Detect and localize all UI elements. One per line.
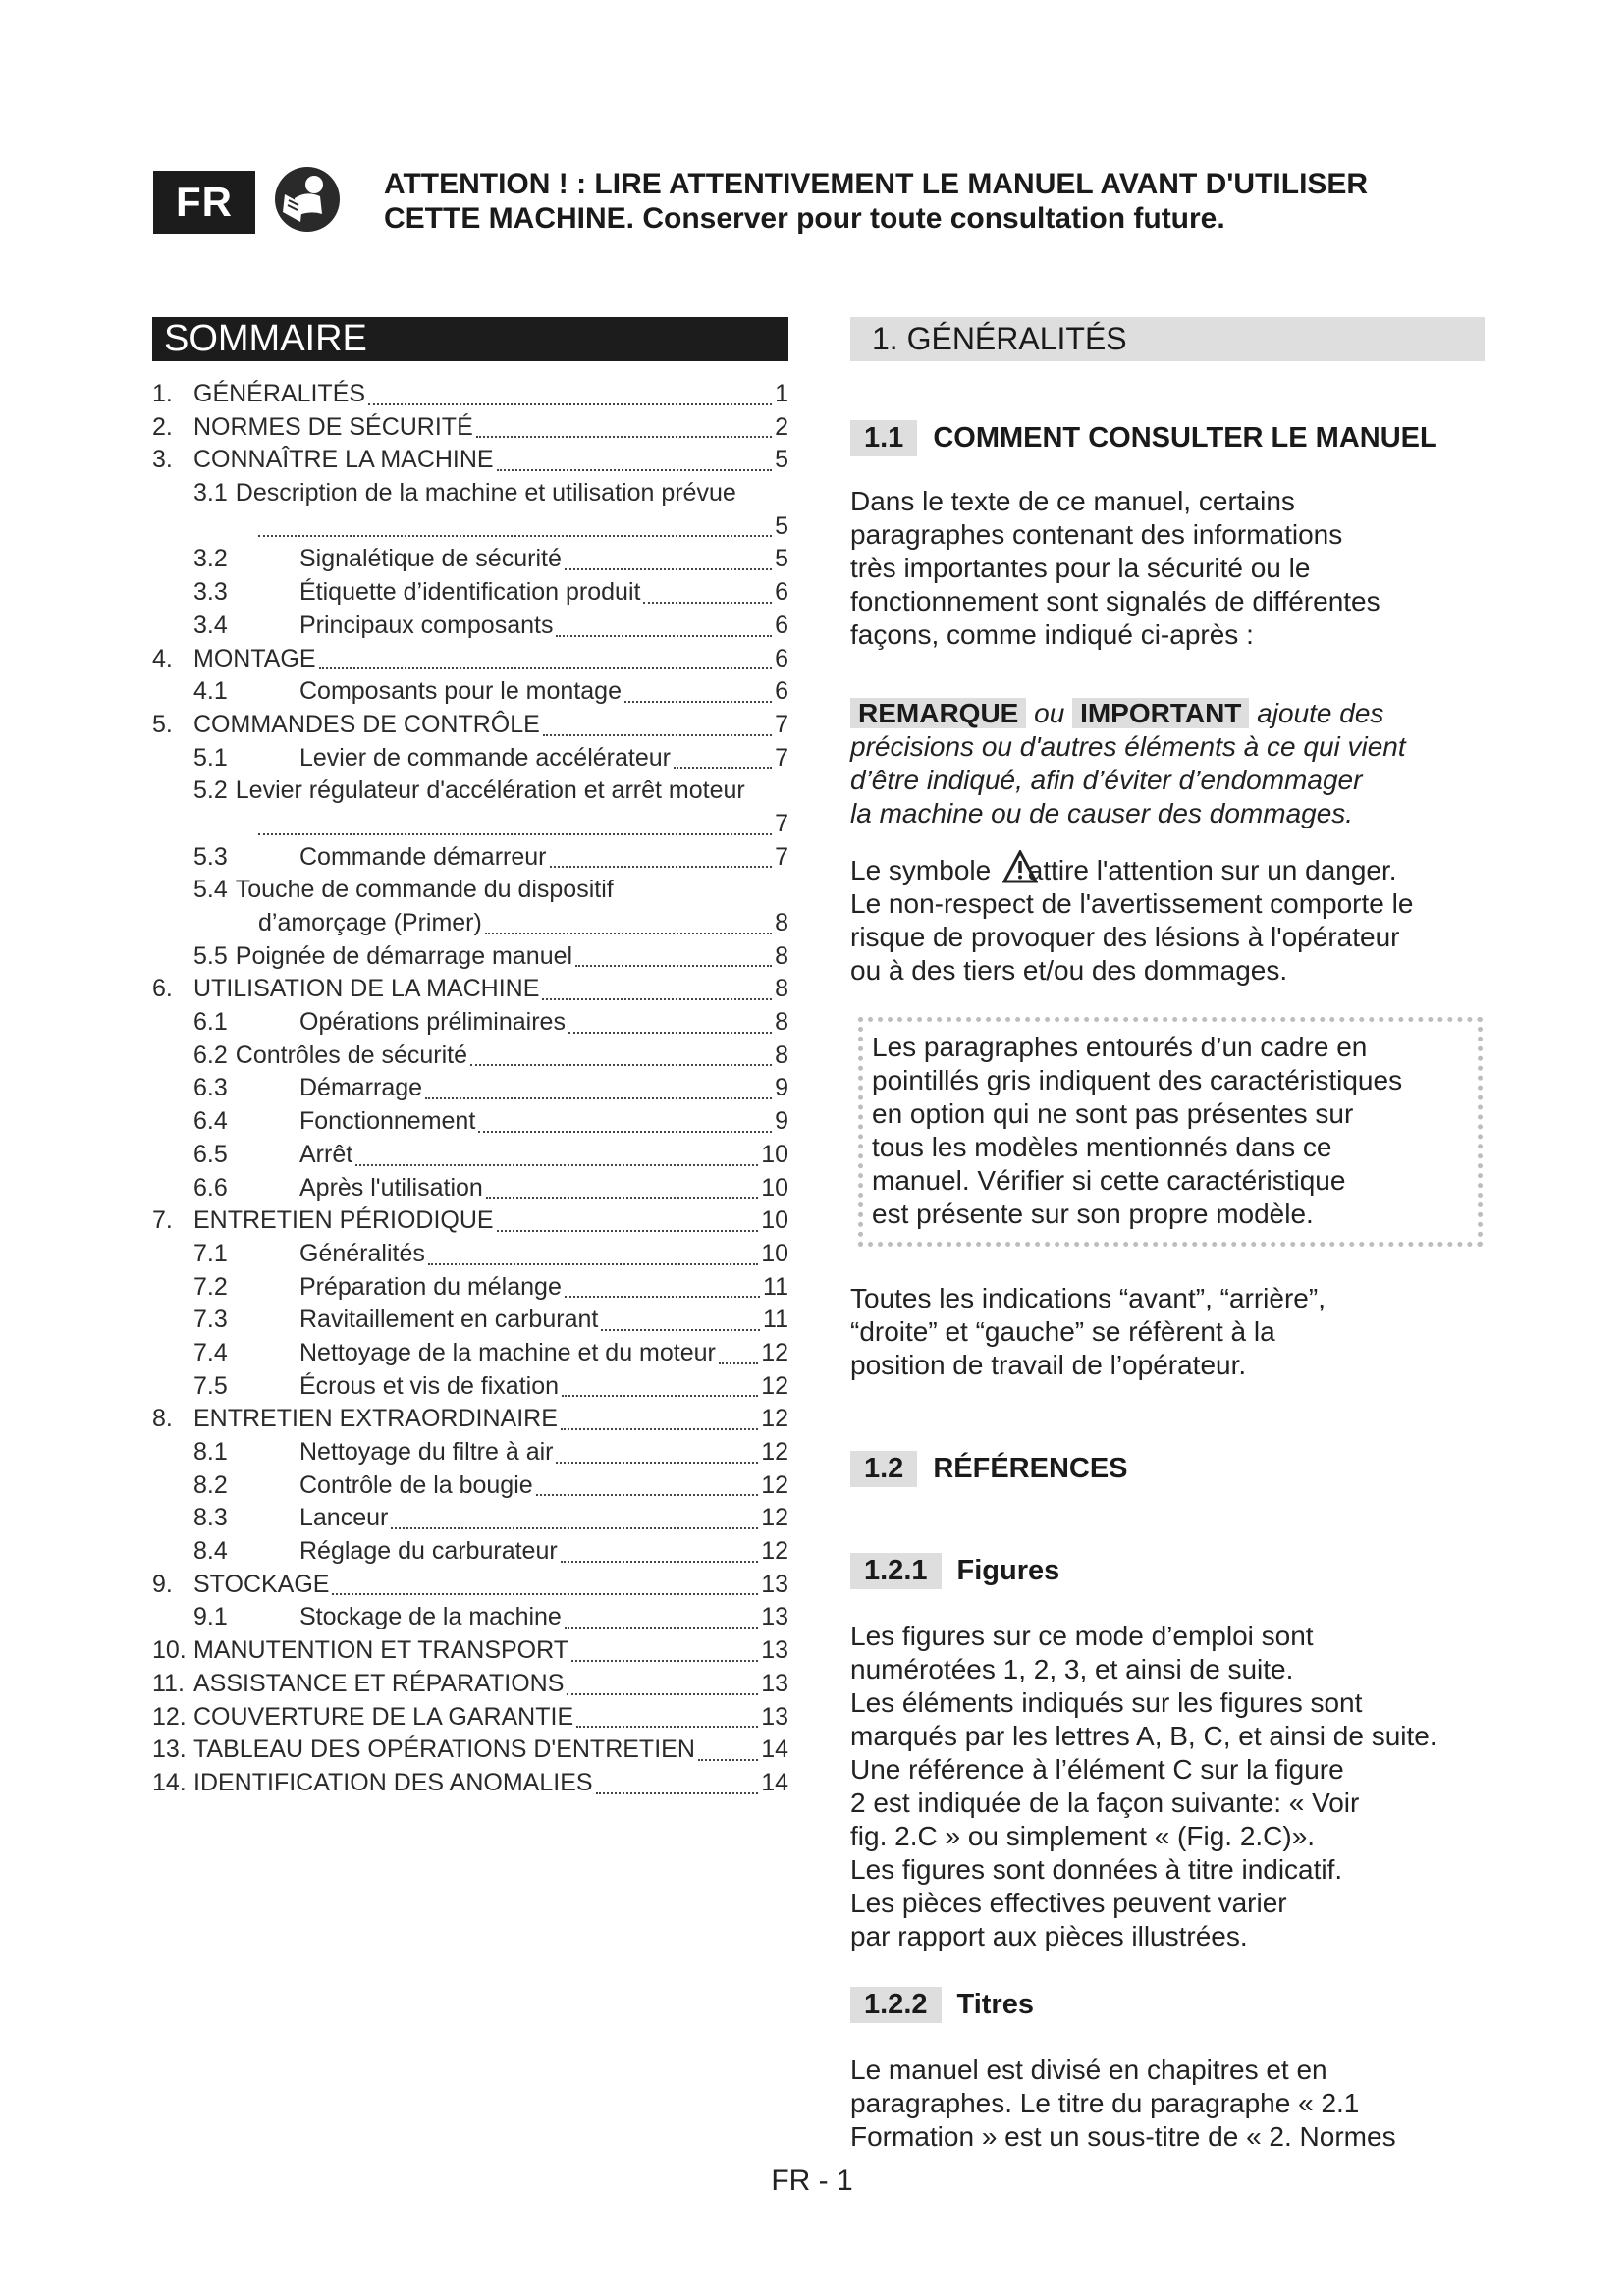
toc-entry-title: CONNAÎTRE LA MACHINE bbox=[193, 446, 494, 474]
toc-entry-page: 13 bbox=[761, 1702, 788, 1731]
toc-entry[interactable] bbox=[152, 413, 788, 447]
toc-entry[interactable] bbox=[152, 1438, 788, 1471]
toc-entry-page: 7 bbox=[775, 743, 788, 772]
toc-entry-title: Contrôles de sécurité bbox=[235, 1041, 467, 1069]
attention-notice bbox=[384, 167, 1513, 236]
table-of-contents bbox=[152, 380, 788, 1802]
toc-entry-title: Nettoyage de la machine et du moteur bbox=[299, 1338, 716, 1366]
toc-entry-page: 13 bbox=[761, 1570, 788, 1598]
toc-entry-page: 11 bbox=[763, 1272, 788, 1301]
toc-entry[interactable] bbox=[152, 1670, 788, 1703]
toc-entry-title: Stockage de la machine bbox=[299, 1603, 562, 1631]
paragraph-remarque bbox=[850, 697, 1489, 830]
paragraph-orientation bbox=[850, 1282, 1489, 1382]
toc-entry-title: Composants pour le montage bbox=[299, 677, 622, 706]
toc-entry-number: 6. bbox=[152, 975, 173, 1003]
toc-leader-dots bbox=[550, 866, 773, 868]
toc-entry-page: 10 bbox=[761, 1173, 788, 1201]
toc-leader-dots bbox=[428, 1263, 758, 1265]
toc-entry-title: Commande démarreur bbox=[299, 842, 547, 871]
toc-entry-title: Démarrage bbox=[299, 1074, 423, 1102]
text-line: attire l'attention sur un danger. bbox=[1027, 855, 1397, 885]
toc-entry-title: d’amorçage (Primer) bbox=[258, 909, 482, 936]
toc-leader-dots bbox=[561, 1561, 759, 1563]
toc-entry[interactable] bbox=[152, 1537, 788, 1571]
toc-entry-title: Signalétique de sécurité bbox=[299, 545, 562, 573]
toc-entry-number: 3.2 bbox=[193, 545, 228, 573]
toc-entry[interactable] bbox=[152, 1273, 788, 1307]
toc-leader-dots bbox=[478, 1131, 772, 1133]
toc-entry-page: 8 bbox=[775, 1008, 788, 1037]
text-line: “droite” et “gauche” se réfèrent à la bbox=[850, 1316, 1275, 1347]
section-number: 1.2.1 bbox=[850, 1553, 942, 1589]
text-line: 2 est indiquée de la façon suivante: « Voir bbox=[850, 1788, 1360, 1818]
toc-entry-number: 2. bbox=[152, 412, 173, 441]
toc-entry-title: Après l'utilisation bbox=[299, 1173, 483, 1201]
toc-entry-page: 11 bbox=[763, 1306, 788, 1334]
toc-entry[interactable] bbox=[152, 1174, 788, 1207]
section-number: 1.1 bbox=[850, 420, 917, 456]
toc-entry-page: 5 bbox=[775, 446, 788, 474]
toc-entry-title: STOCKAGE bbox=[193, 1570, 330, 1598]
toc-entry[interactable] bbox=[152, 1141, 788, 1174]
toc-entry-number: 5.2 bbox=[193, 776, 228, 805]
toc-entry[interactable] bbox=[152, 545, 788, 578]
toc-entry[interactable] bbox=[152, 1240, 788, 1273]
toc-entry-number: 6.6 bbox=[193, 1173, 228, 1201]
toc-entry-title: GÉNÉRALITÉS bbox=[193, 380, 366, 407]
toc-entry-page: 6 bbox=[775, 644, 788, 672]
toc-leader-dots bbox=[319, 667, 773, 669]
text-line: fonctionnement sont signalés de différentes bbox=[850, 586, 1380, 616]
toc-entry-page: 9 bbox=[775, 1074, 788, 1102]
toc-entry[interactable] bbox=[152, 578, 788, 612]
toc-entry[interactable] bbox=[152, 1504, 788, 1537]
toc-entry-number: 4. bbox=[152, 644, 173, 672]
toc-leader-dots bbox=[698, 1759, 758, 1761]
section-1-2-heading bbox=[850, 1451, 1128, 1487]
toc-leader-dots bbox=[596, 1792, 759, 1794]
toc-entry-title: Arrêt bbox=[299, 1140, 353, 1168]
toc-leader-dots bbox=[497, 469, 772, 471]
text-line: Les paragraphes entourés d’un cadre en bbox=[872, 1032, 1368, 1062]
toc-entry-number: 6.3 bbox=[193, 1074, 228, 1102]
toc-leader-dots bbox=[470, 1064, 772, 1066]
toc-entry[interactable] bbox=[152, 942, 788, 976]
toc-entry[interactable] bbox=[152, 1636, 788, 1670]
toc-entry-title: Préparation du mélange bbox=[299, 1272, 562, 1301]
toc-entry-page: 12 bbox=[761, 1405, 788, 1433]
text-line: Les pièces effectives peuvent varier bbox=[850, 1888, 1287, 1918]
text-line: Le manuel est divisé en chapitres et en bbox=[850, 2055, 1327, 2085]
toc-leader-dots bbox=[565, 568, 772, 570]
toc-entry-number: 3.1 bbox=[193, 479, 228, 507]
toc-entry-title: Opérations préliminaires bbox=[299, 1008, 566, 1037]
toc-entry[interactable] bbox=[152, 479, 788, 512]
toc-entry-title: COUVERTURE DE LA GARANTIE bbox=[193, 1702, 574, 1731]
text-line: marqués par les lettres A, B, C, et ainsi de suite. bbox=[850, 1721, 1437, 1751]
toc-entry-number: 9.1 bbox=[193, 1603, 228, 1631]
toc-entry-page: 8 bbox=[775, 941, 788, 970]
text-line: ou à des tiers et/ou des dommages. bbox=[850, 955, 1288, 986]
toc-leader-dots bbox=[643, 602, 772, 604]
toc-leader-dots bbox=[258, 535, 772, 537]
toc-leader-dots bbox=[543, 734, 772, 736]
toc-entry-page: 12 bbox=[761, 1470, 788, 1499]
toc-entry-title: Réglage du carburateur bbox=[299, 1537, 558, 1566]
paragraph-titles bbox=[850, 2054, 1489, 2154]
toc-leader-dots bbox=[542, 998, 772, 1000]
toc-leader-dots bbox=[674, 767, 772, 769]
toc-leader-dots bbox=[601, 1329, 760, 1331]
toc-entry-number: 7.1 bbox=[193, 1239, 228, 1267]
toc-entry[interactable] bbox=[152, 1405, 788, 1438]
text-line: Une référence à l’élément C sur la figure bbox=[850, 1754, 1344, 1785]
text-line: Formation » est un sous-titre de « 2. Normes bbox=[850, 2121, 1396, 2152]
toc-entry-page: 13 bbox=[761, 1603, 788, 1631]
text-line: en option qui ne sont pas présentes sur bbox=[872, 1098, 1354, 1129]
toc-entry-title: Généralités bbox=[299, 1239, 425, 1267]
toc-entry[interactable] bbox=[152, 612, 788, 645]
toc-entry[interactable] bbox=[152, 1074, 788, 1107]
text-line: Toutes les indications “avant”, “arrière”, bbox=[850, 1283, 1326, 1313]
toc-leader-dots bbox=[556, 1462, 758, 1464]
toc-entry-number: 7.4 bbox=[193, 1338, 228, 1366]
toc-entry-number: 6.2 bbox=[193, 1041, 228, 1069]
toc-entry[interactable] bbox=[152, 380, 788, 413]
toc-leader-dots bbox=[332, 1593, 758, 1595]
toc-entry-page: 13 bbox=[761, 1636, 788, 1665]
toc-entry-title: Contrôle de la bougie bbox=[299, 1470, 533, 1499]
text-line: Dans le texte de ce manuel, certains bbox=[850, 486, 1295, 516]
toc-entry-title: TABLEAU DES OPÉRATIONS D'ENTRETIEN bbox=[193, 1735, 695, 1764]
toc-entry-page: 12 bbox=[761, 1371, 788, 1400]
page-number: FR - 1 bbox=[771, 2164, 853, 2197]
section-number: 1.2 bbox=[850, 1451, 917, 1487]
toc-entry-page: 5 bbox=[775, 511, 788, 540]
section-number: 1.2.2 bbox=[850, 1987, 942, 2023]
toc-leader-dots bbox=[355, 1164, 758, 1166]
toc-entry-number: 5.3 bbox=[193, 842, 228, 871]
toc-leader-dots bbox=[368, 403, 772, 405]
toc-entry-page: 10 bbox=[761, 1239, 788, 1267]
toc-entry-number: 1. bbox=[152, 380, 173, 407]
toc-entry-number: 4.1 bbox=[193, 677, 228, 706]
toc-entry-title: Fonctionnement bbox=[299, 1107, 476, 1136]
text-line: risque de provoquer des lésions à l'opérateur bbox=[850, 922, 1400, 952]
toc-entry-number: 5.5 bbox=[193, 941, 228, 970]
toc-leader-dots bbox=[568, 1032, 772, 1034]
toc-entry-page: 9 bbox=[775, 1107, 788, 1136]
toc-entry-page: 7 bbox=[775, 842, 788, 871]
toc-entry[interactable] bbox=[152, 1703, 788, 1736]
toc-entry-page: 14 bbox=[761, 1735, 788, 1764]
section-1-2-1-heading bbox=[850, 1553, 1059, 1589]
section-1-1-heading bbox=[850, 420, 1437, 456]
toc-entry[interactable] bbox=[152, 909, 788, 942]
toc-leader-dots bbox=[476, 436, 772, 438]
toc-entry-number: 8.2 bbox=[193, 1470, 228, 1499]
text-line: tous les modèles mentionnés dans ce bbox=[872, 1132, 1332, 1162]
text-line: est présente sur son propre modèle. bbox=[872, 1199, 1314, 1229]
toc-entry-number: 10. bbox=[152, 1636, 187, 1665]
section-heading-text: Figures bbox=[956, 1555, 1060, 1586]
remarque-tag: REMARQUE bbox=[850, 698, 1026, 728]
toc-entry-number: 14. bbox=[152, 1768, 187, 1796]
section-heading-text: COMMENT CONSULTER LE MANUEL bbox=[933, 422, 1437, 454]
toc-entry-title: MONTAGE bbox=[193, 644, 316, 672]
toc-entry-page: 12 bbox=[761, 1504, 788, 1532]
toc-leader-dots bbox=[567, 1693, 758, 1695]
toc-entry[interactable] bbox=[152, 1206, 788, 1240]
toc-entry[interactable] bbox=[152, 1471, 788, 1505]
toc-entry[interactable] bbox=[152, 645, 788, 678]
toc-entry-number: 8.4 bbox=[193, 1537, 228, 1566]
toc-leader-dots bbox=[565, 1627, 758, 1629]
text-line: Le non-respect de l'avertissement comporte le bbox=[850, 888, 1414, 919]
toc-entry-title: Écrous et vis de fixation bbox=[299, 1371, 560, 1400]
toc-leader-dots bbox=[556, 635, 772, 637]
toc-entry[interactable] bbox=[152, 843, 788, 877]
section-1-title: 1. GÉNÉRALITÉS bbox=[850, 317, 1485, 361]
toc-entry[interactable] bbox=[152, 1769, 788, 1802]
toc-entry-title: Levier régulateur d'accélération et arrêt moteur bbox=[235, 776, 745, 805]
toc-leader-dots bbox=[536, 1494, 759, 1496]
text-line: fig. 2.C » ou simplement « (Fig. 2.C)». bbox=[850, 1821, 1316, 1851]
toc-entry-page: 7 bbox=[775, 710, 788, 738]
toc-entry[interactable] bbox=[152, 1107, 788, 1141]
toc-entry[interactable] bbox=[152, 1603, 788, 1636]
toc-entry-page: 10 bbox=[761, 1206, 788, 1235]
toc-entry-number: 7. bbox=[152, 1206, 173, 1235]
toc-leader-dots bbox=[561, 1428, 758, 1430]
toc-entry-title: IDENTIFICATION DES ANOMALIES bbox=[193, 1768, 593, 1796]
toc-leader-dots bbox=[258, 833, 772, 835]
text-line: Les figures sont données à titre indicatif. bbox=[850, 1854, 1343, 1885]
or-text: ou bbox=[1034, 698, 1065, 728]
toc-leader-dots bbox=[425, 1097, 772, 1099]
toc-entry[interactable] bbox=[152, 744, 788, 777]
toc-entry[interactable] bbox=[152, 1008, 788, 1041]
toc-entry-title: ENTRETIEN PÉRIODIQUE bbox=[193, 1206, 494, 1235]
toc-entry-page: 5 bbox=[775, 545, 788, 573]
toc-entry[interactable] bbox=[152, 1735, 788, 1769]
toc-entry-title: Description de la machine et utilisation prévue bbox=[235, 479, 736, 507]
toc-entry-page: 14 bbox=[761, 1768, 788, 1796]
toc-entry-page: 6 bbox=[775, 611, 788, 639]
paragraph-optional-box bbox=[872, 1031, 1473, 1231]
toc-leader-dots bbox=[624, 701, 772, 703]
toc-entry-title: UTILISATION DE LA MACHINE bbox=[193, 975, 540, 1003]
toc-entry-number: 7.5 bbox=[193, 1371, 228, 1400]
toc-entry[interactable] bbox=[152, 1571, 788, 1604]
toc-entry-title: Levier de commande accélérateur bbox=[299, 743, 671, 772]
text-line: précisions ou d'autres éléments à ce qui vient bbox=[850, 731, 1406, 762]
toc-entry-page: 13 bbox=[761, 1669, 788, 1697]
paragraph-figures bbox=[850, 1620, 1489, 1953]
text-line: par rapport aux pièces illustrées. bbox=[850, 1921, 1248, 1951]
toc-entry-number: 6.1 bbox=[193, 1008, 228, 1037]
toc-entry-number: 8.3 bbox=[193, 1504, 228, 1532]
text-line: manuel. Vérifier si cette caractéristique bbox=[872, 1165, 1346, 1196]
paragraph-danger-symbol bbox=[850, 850, 1489, 988]
section-1-2-2-heading bbox=[850, 1987, 1034, 2023]
toc-entry[interactable] bbox=[152, 975, 788, 1008]
toc-leader-dots bbox=[562, 1395, 758, 1397]
toc-entry-number: 7.3 bbox=[193, 1306, 228, 1334]
toc-entry-title: ASSISTANCE ET RÉPARATIONS bbox=[193, 1669, 565, 1697]
toc-entry-page: 12 bbox=[761, 1537, 788, 1566]
section-heading-text: Titres bbox=[956, 1989, 1034, 2020]
toc-entry[interactable] bbox=[152, 876, 788, 909]
text-line: Le symbole bbox=[850, 855, 992, 885]
section-heading-text: RÉFÉRENCES bbox=[933, 1453, 1128, 1484]
toc-entry-title: Poignée de démarrage manuel bbox=[235, 941, 573, 970]
toc-entry-number: 12. bbox=[152, 1702, 187, 1731]
toc-entry-number: 11. bbox=[152, 1669, 185, 1697]
toc-entry-number: 8. bbox=[152, 1405, 173, 1433]
text-line: Les éléments indiqués sur les figures sont bbox=[850, 1687, 1363, 1718]
toc-leader-dots bbox=[719, 1362, 758, 1364]
toc-entry-page: 2 bbox=[775, 412, 788, 441]
toc-entry-number: 13. bbox=[152, 1735, 187, 1764]
toc-leader-dots bbox=[576, 1726, 758, 1728]
toc-entry-page: 12 bbox=[761, 1438, 788, 1466]
toc-entry-page: 6 bbox=[775, 677, 788, 706]
toc-entry-number: 3. bbox=[152, 446, 173, 474]
text-line: pointillés gris indiquent des caractéristiques bbox=[872, 1065, 1403, 1095]
toc-leader-dots bbox=[571, 1660, 758, 1662]
toc-leader-dots bbox=[486, 1197, 758, 1199]
text-line: ajoute des bbox=[1257, 698, 1384, 728]
toc-entry-title: Ravitaillement en carburant bbox=[299, 1306, 599, 1334]
toc-entry-page: 12 bbox=[761, 1338, 788, 1366]
toc-entry-title: Nettoyage du filtre à air bbox=[299, 1438, 554, 1466]
toc-leader-dots bbox=[391, 1527, 758, 1529]
text-line: façons, comme indiqué ci-après : bbox=[850, 619, 1254, 650]
toc-entry-number: 3.3 bbox=[193, 578, 228, 607]
toc-entry-page: 7 bbox=[775, 809, 788, 837]
language-badge: FR bbox=[153, 171, 255, 234]
toc-entry-number: 5. bbox=[152, 710, 173, 738]
toc-entry[interactable] bbox=[152, 776, 788, 810]
toc-entry[interactable] bbox=[152, 1306, 788, 1339]
toc-leader-dots bbox=[485, 933, 772, 934]
toc-entry[interactable] bbox=[152, 711, 788, 744]
toc-entry-page: 6 bbox=[775, 578, 788, 607]
toc-entry[interactable] bbox=[152, 446, 788, 479]
toc-entry[interactable] bbox=[152, 512, 788, 546]
toc-entry-title: COMMANDES DE CONTRÔLE bbox=[193, 710, 540, 738]
toc-entry-number: 3.4 bbox=[193, 611, 228, 639]
toc-entry-number: 8.1 bbox=[193, 1438, 228, 1466]
toc-leader-dots bbox=[497, 1230, 759, 1232]
toc-leader-dots bbox=[575, 965, 772, 967]
attention-line-2: CETTE MACHINE. Conserver pour toute consultation future. bbox=[384, 202, 1225, 235]
text-line: position de travail de l’opérateur. bbox=[850, 1350, 1247, 1380]
toc-entry-title: Principaux composants bbox=[299, 611, 554, 639]
read-manual-icon bbox=[273, 165, 342, 234]
important-tag: IMPORTANT bbox=[1072, 698, 1249, 728]
toc-entry-page: 10 bbox=[761, 1140, 788, 1168]
toc-entry-title: NORMES DE SÉCURITÉ bbox=[193, 412, 473, 441]
toc-entry-number: 5.1 bbox=[193, 743, 228, 772]
toc-title: SOMMAIRE bbox=[152, 317, 788, 361]
text-line: d’être indiqué, afin d’éviter d’endommager bbox=[850, 765, 1363, 795]
toc-entry-page: 1 bbox=[775, 380, 788, 407]
attention-line-1: ATTENTION ! : LIRE ATTENTIVEMENT LE MANUEL AVANT D'UTILISER bbox=[384, 168, 1369, 200]
toc-entry-number: 6.4 bbox=[193, 1107, 228, 1136]
toc-leader-dots bbox=[565, 1296, 760, 1298]
text-line: Les figures sur ce mode d’emploi sont bbox=[850, 1621, 1314, 1651]
toc-entry[interactable] bbox=[152, 1372, 788, 1406]
toc-entry[interactable] bbox=[152, 810, 788, 843]
toc-entry-number: 7.2 bbox=[193, 1272, 228, 1301]
toc-entry-number: 9. bbox=[152, 1570, 173, 1598]
toc-entry-title: Touche de commande du dispositif bbox=[235, 876, 614, 904]
text-line: paragraphes contenant des informations bbox=[850, 519, 1343, 550]
toc-entry-number: 5.4 bbox=[193, 876, 228, 904]
paragraph-intro bbox=[850, 485, 1489, 652]
toc-entry-title: ENTRETIEN EXTRAORDINAIRE bbox=[193, 1405, 558, 1433]
toc-entry[interactable] bbox=[152, 1339, 788, 1372]
toc-entry-title: Étiquette d’identification produit bbox=[299, 578, 641, 607]
text-line: numérotées 1, 2, 3, et ainsi de suite. bbox=[850, 1654, 1294, 1684]
toc-entry[interactable] bbox=[152, 1041, 788, 1075]
toc-entry-title: MANUTENTION ET TRANSPORT bbox=[193, 1636, 568, 1665]
toc-entry-page: 8 bbox=[775, 1041, 788, 1069]
toc-entry[interactable] bbox=[152, 677, 788, 711]
toc-entry-page: 8 bbox=[775, 909, 788, 936]
toc-entry-number: 6.5 bbox=[193, 1140, 228, 1168]
text-line: paragraphes. Le titre du paragraphe « 2.1 bbox=[850, 2088, 1360, 2118]
toc-entry-page: 8 bbox=[775, 975, 788, 1003]
text-line: la machine ou de causer des dommages. bbox=[850, 798, 1354, 828]
text-line: très importantes pour la sécurité ou le bbox=[850, 553, 1311, 583]
toc-entry-title: Lanceur bbox=[299, 1504, 389, 1532]
